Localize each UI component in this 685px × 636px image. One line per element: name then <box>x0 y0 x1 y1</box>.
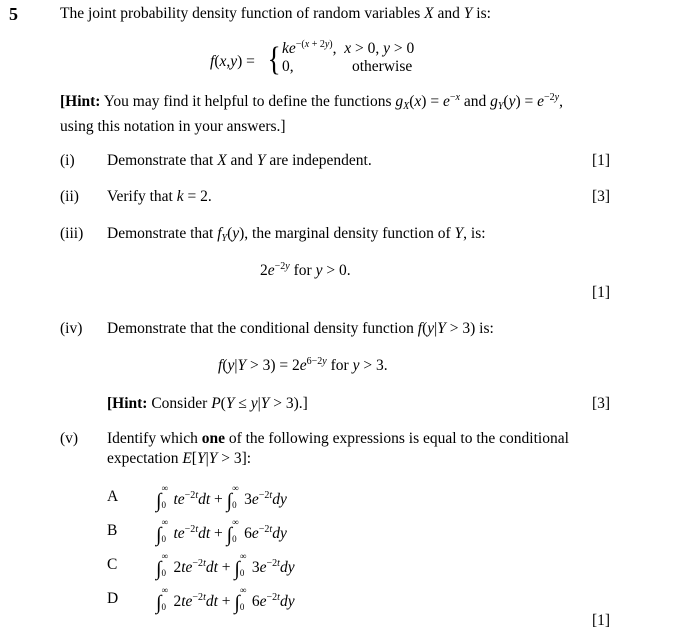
option-expression: ∫ ∞ 0 $te^{-2t}dt$ + ∫ ∞ 0 $3e^{-2t}dy$ <box>156 483 287 512</box>
pdf-case2: 0, <box>282 58 294 75</box>
option-expression: ∫ ∞ 0 $2te^{-2t}dt$ + ∫ ∞ 0 $3e^{-2t}dy$ <box>156 551 295 580</box>
option-d <box>107 585 295 614</box>
part-v-marks: [1] <box>592 612 611 629</box>
option-a <box>107 483 287 512</box>
question-number: 5 <box>9 4 18 24</box>
option-letter: B <box>107 522 118 539</box>
intro-text: The joint probability density function of random variables X and Y is: <box>60 5 491 22</box>
part-iv-text: Demonstrate that the conditional density function f(y|Y > 3) is: <box>107 320 494 337</box>
part-i-text: Demonstrate that X and Y are independent. <box>107 152 372 169</box>
part-v-text-line2: expectation E[Y|Y > 3]: <box>107 450 252 467</box>
pdf-lhs: f(x,y) = <box>210 53 255 70</box>
part-v-text-line1: Identify which one of the following expressions is equal to the conditional <box>107 430 569 447</box>
part-i-marks: [1] <box>592 152 611 169</box>
part-iii-result: $2e^{-2y}$ for y > 0. <box>260 261 351 279</box>
part-ii-text: Verify that k = 2. <box>107 188 212 205</box>
part-ii-num: (ii) <box>60 188 79 205</box>
pdf-case1: $ke^{-(x + 2y)}$, x > 0, y > 0 <box>282 39 415 57</box>
part-iv-marks: [3] <box>592 395 611 412</box>
option-letter: A <box>107 488 119 505</box>
brace-symbol: { <box>267 41 281 78</box>
part-ii-marks: [3] <box>592 188 611 205</box>
part-iv-hint: [Hint: Consider P(Y ≤ y|Y > 3).] <box>107 395 308 412</box>
pdf-case2-cond: otherwise <box>352 58 413 75</box>
option-c <box>107 551 295 580</box>
hint-line2: using this notation in your answers.] <box>60 118 286 135</box>
part-iv-result: $f(y|Y > 3) = 2e^{6-2y}$ for y > 3. <box>218 356 388 374</box>
option-b <box>107 517 287 546</box>
option-expression: ∫ ∞ 0 $te^{-2t}dt$ + ∫ ∞ 0 $6e^{-2t}dy$ <box>156 517 287 546</box>
option-expression: ∫ ∞ 0 $2te^{-2t}dt$ + ∫ ∞ 0 $6e^{-2t}dy$ <box>156 585 295 614</box>
part-iii-marks: [1] <box>592 284 611 301</box>
option-letter: D <box>107 590 119 607</box>
part-iii-text: Demonstrate that $f_Y(y)$, the marginal density function of Y, is: <box>107 225 486 244</box>
option-letter: C <box>107 556 118 573</box>
part-v-num: (v) <box>60 430 79 447</box>
part-i-num: (i) <box>60 152 75 169</box>
pdf-definition <box>210 39 450 81</box>
part-iii-num: (iii) <box>60 225 84 242</box>
part-iv-num: (iv) <box>60 320 83 337</box>
hint-line1: [Hint: You may find it helpful to define the functions $g_X(x) = e^{-x}$ and $g_Y(y) = e^{-2y}$, <box>60 92 563 112</box>
